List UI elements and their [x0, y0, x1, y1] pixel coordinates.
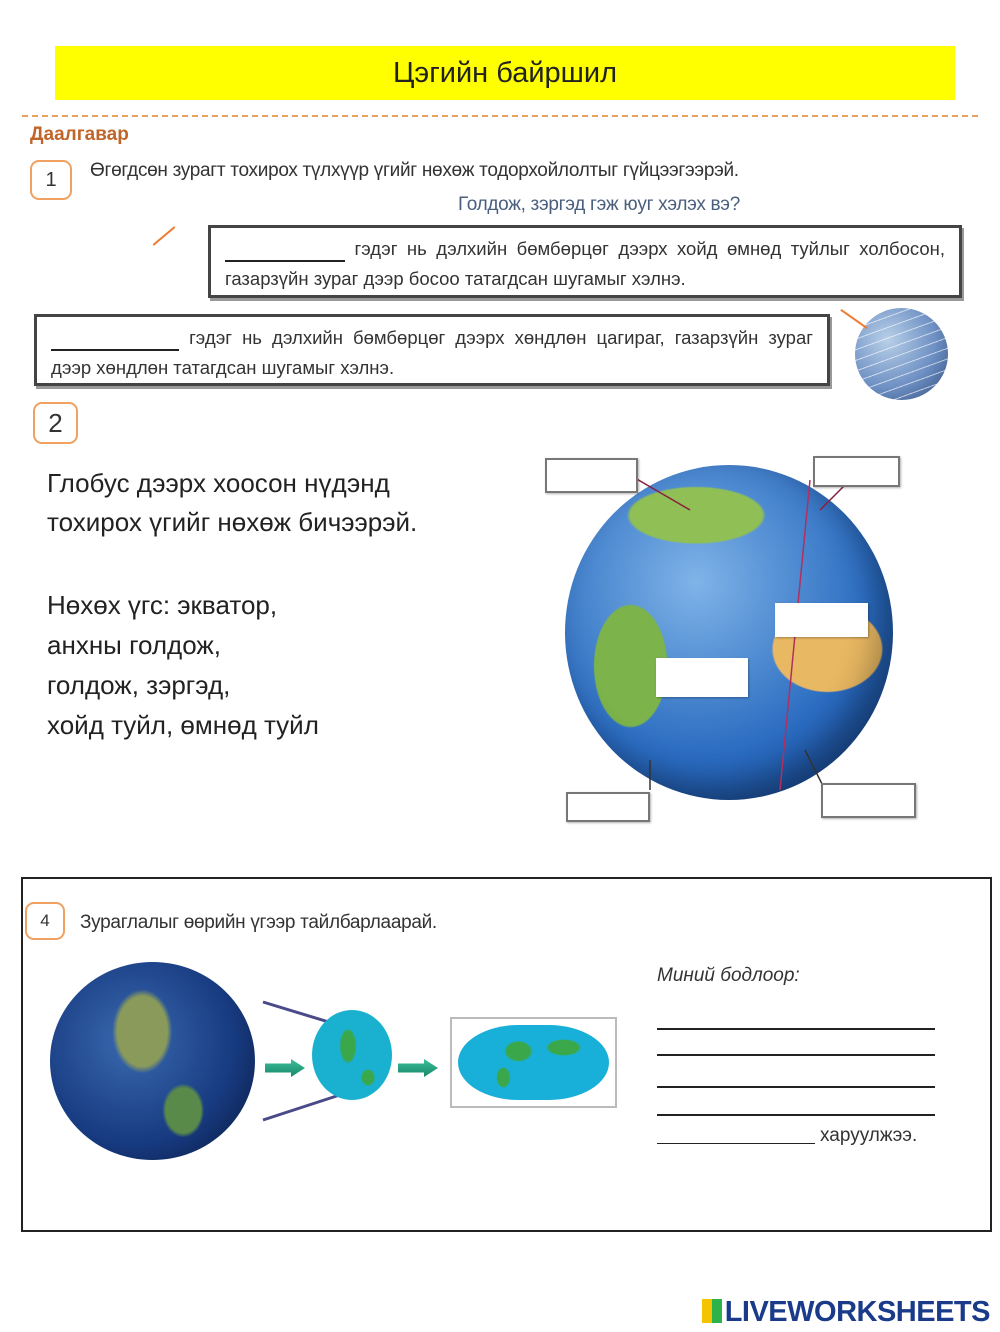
task2-instruction-line2: тохирох үгийг нөхөж бичээрэй.	[47, 507, 418, 537]
definition1-answer-input[interactable]	[225, 242, 345, 262]
answer-line[interactable]	[657, 1054, 935, 1056]
task2-words-line1: Нөхөх үгс: экватор,	[47, 590, 278, 620]
task4-instruction: Зураглалыг өөрийн үгээр тайлбарлаарай.	[80, 912, 437, 933]
task1-number-badge: 1	[30, 160, 72, 200]
task2-words-line3: голдож, зэргэд,	[47, 670, 231, 700]
globe-label-box-bottom-right[interactable]	[821, 783, 916, 818]
task-heading: Даалгавар	[30, 124, 129, 145]
ending-text: харуулжээ.	[820, 1125, 918, 1146]
definition1-text: гэдэг нь дэлхийн бөмбөрцөг дээрх хойд өмнөд туйлыг холбосон, газарзүйн зураг дээр босоо татагдсан шугамыг хэлнэ.	[225, 238, 945, 289]
answer-line[interactable]	[657, 1143, 815, 1144]
globe-label-input[interactable]	[658, 660, 746, 695]
earth-image	[50, 962, 255, 1160]
world-map-frame	[450, 1017, 617, 1108]
definition-box-2	[34, 314, 830, 386]
dashed-divider	[22, 115, 978, 117]
globe-segment-image	[312, 1010, 392, 1100]
liveworksheets-logo	[702, 1296, 990, 1329]
globe-label-box-center[interactable]	[656, 658, 748, 697]
answer-line[interactable]	[657, 1114, 935, 1116]
answer-line[interactable]	[657, 1086, 935, 1088]
globe-label-box-top-left[interactable]	[545, 458, 638, 493]
globe-label-box-bottom-left[interactable]	[566, 792, 650, 822]
task2-instruction-line1: Глобус дээрх хоосон нүдэнд	[47, 468, 390, 498]
globe-label-input[interactable]	[547, 460, 636, 491]
definition-box-1	[208, 225, 962, 298]
logo-text: LIVEWORKSHEETS	[724, 1296, 990, 1328]
globe-pointer-lines	[540, 450, 930, 830]
globe-label-input[interactable]	[568, 794, 648, 820]
globe-label-input[interactable]	[815, 458, 898, 485]
globe-parallel-image	[855, 308, 948, 400]
globe-label-box-right[interactable]	[775, 603, 868, 637]
my-opinion-label: Миний бодлоор:	[657, 965, 800, 986]
logo-icon	[702, 1299, 722, 1323]
pointer-arrow-icon	[153, 226, 176, 246]
task2-words-line2: анхны голдож,	[47, 630, 222, 660]
task1-instruction: Өгөгдсөн зурагт тохирох түлхүүр үгийг нөхөж тодорхойлолтыг гүйцээгээрэй.	[90, 160, 739, 181]
globe-meridian-image	[72, 212, 160, 300]
globe-label-input[interactable]	[823, 785, 914, 816]
globe-label-input[interactable]	[777, 605, 866, 635]
task4-number-badge: 4	[25, 902, 65, 940]
task2-words-line4: хойд туйл, өмнөд туйл	[47, 710, 319, 740]
globe-label-box-top-right[interactable]	[813, 456, 900, 487]
answer-line[interactable]	[657, 1028, 935, 1030]
worksheet-title: Цэгийн байршил	[55, 46, 955, 100]
world-map-image	[458, 1025, 609, 1100]
pointer-arrow-icon	[840, 309, 867, 329]
task2-number-badge: 2	[33, 402, 78, 444]
task1-subquestion: Голдож, зэргэд гэж юуг хэлэх вэ?	[458, 194, 740, 215]
definition2-answer-input[interactable]	[51, 331, 179, 351]
definition2-text: гэдэг нь дэлхийн бөмбөрцөг дээрх хөндлөн цагираг, газарзүйн зураг дээр хөндлөн татагдсан шугамыг хэлнэ.	[51, 327, 813, 378]
